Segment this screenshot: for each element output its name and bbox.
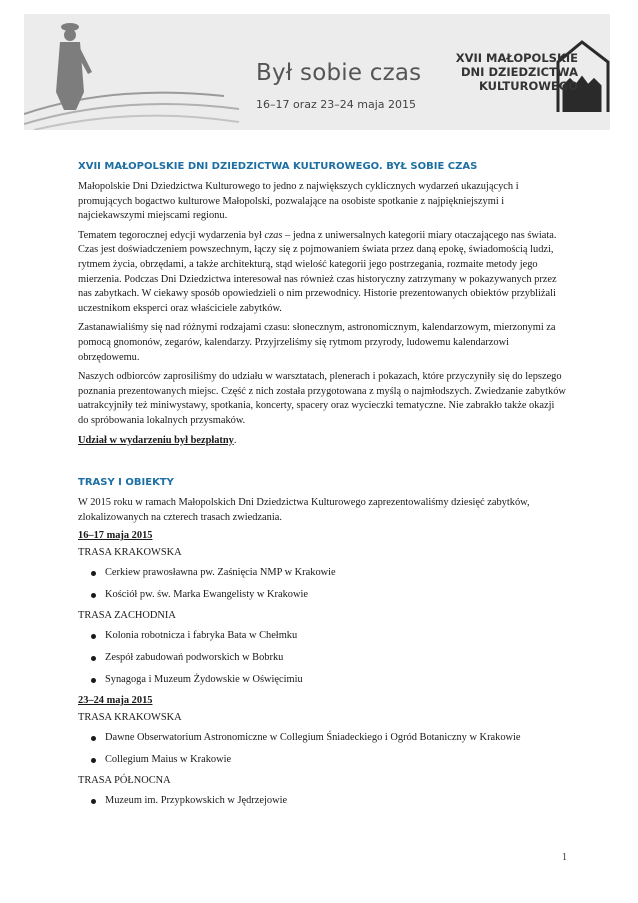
paragraph: W 2015 roku w ramach Małopolskich Dni Dziedzictwa Kulturowego zaprezentowaliśmy dziesięć zabytków, zlokalizowanych na czterech trasach zwiedzania. [78, 497, 530, 523]
document-body [78, 160, 566, 816]
emphasis: Udział w wydarzeniu był bezpłatny [78, 434, 234, 446]
paragraph: Naszych odbiorców zaprosiliśmy do udziału w warsztatach, plenerach i pokazach, które przyczyniły się do lepszego poznania prezentowanych miejsc. Część z nich została przygotowana z myślą o najmłodszych. Zwiedzanie zabytków uatrakcyjniły też miniwystawy, spotkania, koncerty, spacery oraz wycieczki tematyczne. Nie zabrakło także okazji do spróbowania lokalnych przysmaków. [78, 371, 566, 426]
date-heading: 23–24 maja 2015 [78, 695, 153, 707]
paragraph [78, 229, 566, 317]
section-heading: TRASY I OBIEKTY [78, 477, 174, 489]
list-item: Dawne Obserwatorium Astronomiczne w Collegium Śniadeckiego i Ogród Botaniczny w Krakowie [78, 731, 566, 745]
routes-section [78, 476, 566, 808]
route-title: TRASA ZACHODNIA [78, 610, 176, 622]
banner-organizer [448, 51, 578, 93]
page-number: 1 [562, 852, 567, 863]
list-item: Collegium Maius w Krakowie [78, 753, 566, 767]
route-title: TRASA KRAKOWSKA [78, 547, 182, 559]
list-item: Zespół zabudowań podworskich w Bobrku [78, 651, 566, 665]
text: . [233, 434, 237, 446]
list-item: Kolonia robotnicza i fabryka Bata w Chełmku [78, 629, 566, 643]
banner-title: Był sobie czas [256, 60, 422, 86]
banner-org-line: DNI DZIEDZICTWA [461, 65, 578, 79]
figure-silhouette-icon [56, 23, 92, 110]
site-list [78, 566, 566, 602]
banner-dates: 16–17 oraz 23–24 maja 2015 [256, 98, 416, 111]
list-item: Muzeum im. Przypkowskich w Jędrzejowie [78, 794, 566, 808]
route-title: TRASA PÓŁNOCNA [78, 775, 171, 787]
banner-org-line: KULTUROWEGO [478, 79, 578, 93]
italic-term: czas [264, 229, 283, 241]
site-list [78, 629, 566, 687]
list-item: Kościół pw. św. Marka Ewangelisty w Krakowie [78, 588, 566, 602]
section-heading: XVII MAŁOPOLSKIE DNI DZIEDZICTWA KULTUROWEGO. BYŁ SOBIE CZAS [78, 161, 478, 172]
list-item: Cerkiew prawosławna pw. Zaśnięcia NMP w Krakowie [78, 566, 566, 580]
text: – jedna z uniwersalnych kategorii miary otaczającego nas świata. Czas jest doświadczeniem powszechnym, łączy się z pojmowaniem świata przez daną epokę, świadomością ludzi, rytmem życia, obrzędami, a także architekturą, stąd wielość kategorii jego postrzegania, rozmaite metody jego mierzenia. Podczas Dni Dziedzictwa interesował nas również czas historyczny zatrzymany w pokazywanych przez nas zabytkach. W ciekawy sposób opowiedzieli o nim przewodnicy. Historie prezentowanych obiektów przybliżali uczestnikom eksperci oraz właściciele zabytków. [78, 229, 557, 314]
paragraph: Małopolskie Dni Dziedzictwa Kulturowego to jedno z największych cyklicznych wydarzeń ukazujących i promujących bogactwo kulturowe Małopolski, pozwalające na osobiste spotkanie z najpiękniejszymi i najciekawszymi miejscami regionu. [78, 181, 519, 222]
banner-org-line: XVII MAŁOPOLSKIE [455, 51, 578, 65]
text: Tematem tegorocznej edycji wydarzenia był [78, 229, 265, 241]
paragraph [78, 434, 566, 449]
header-banner [24, 14, 610, 130]
site-list [78, 794, 566, 808]
date-heading: 16–17 maja 2015 [78, 530, 153, 542]
route-title: TRASA KRAKOWSKA [78, 712, 182, 724]
list-item: Synagoga i Muzeum Żydowskie w Oświęcimiu [78, 673, 566, 687]
paragraph: Zastanawialiśmy się nad różnymi rodzajami czasu: słonecznym, astronomicznym, kalendarzowym, mierzonymi za pomocą gnomonów, zegarów, kalendarzy. Przyjrzeliśmy się rytmom przyrody, ludowemu kalendarzowi obrzędowemu. [78, 322, 556, 363]
site-list [78, 731, 566, 767]
